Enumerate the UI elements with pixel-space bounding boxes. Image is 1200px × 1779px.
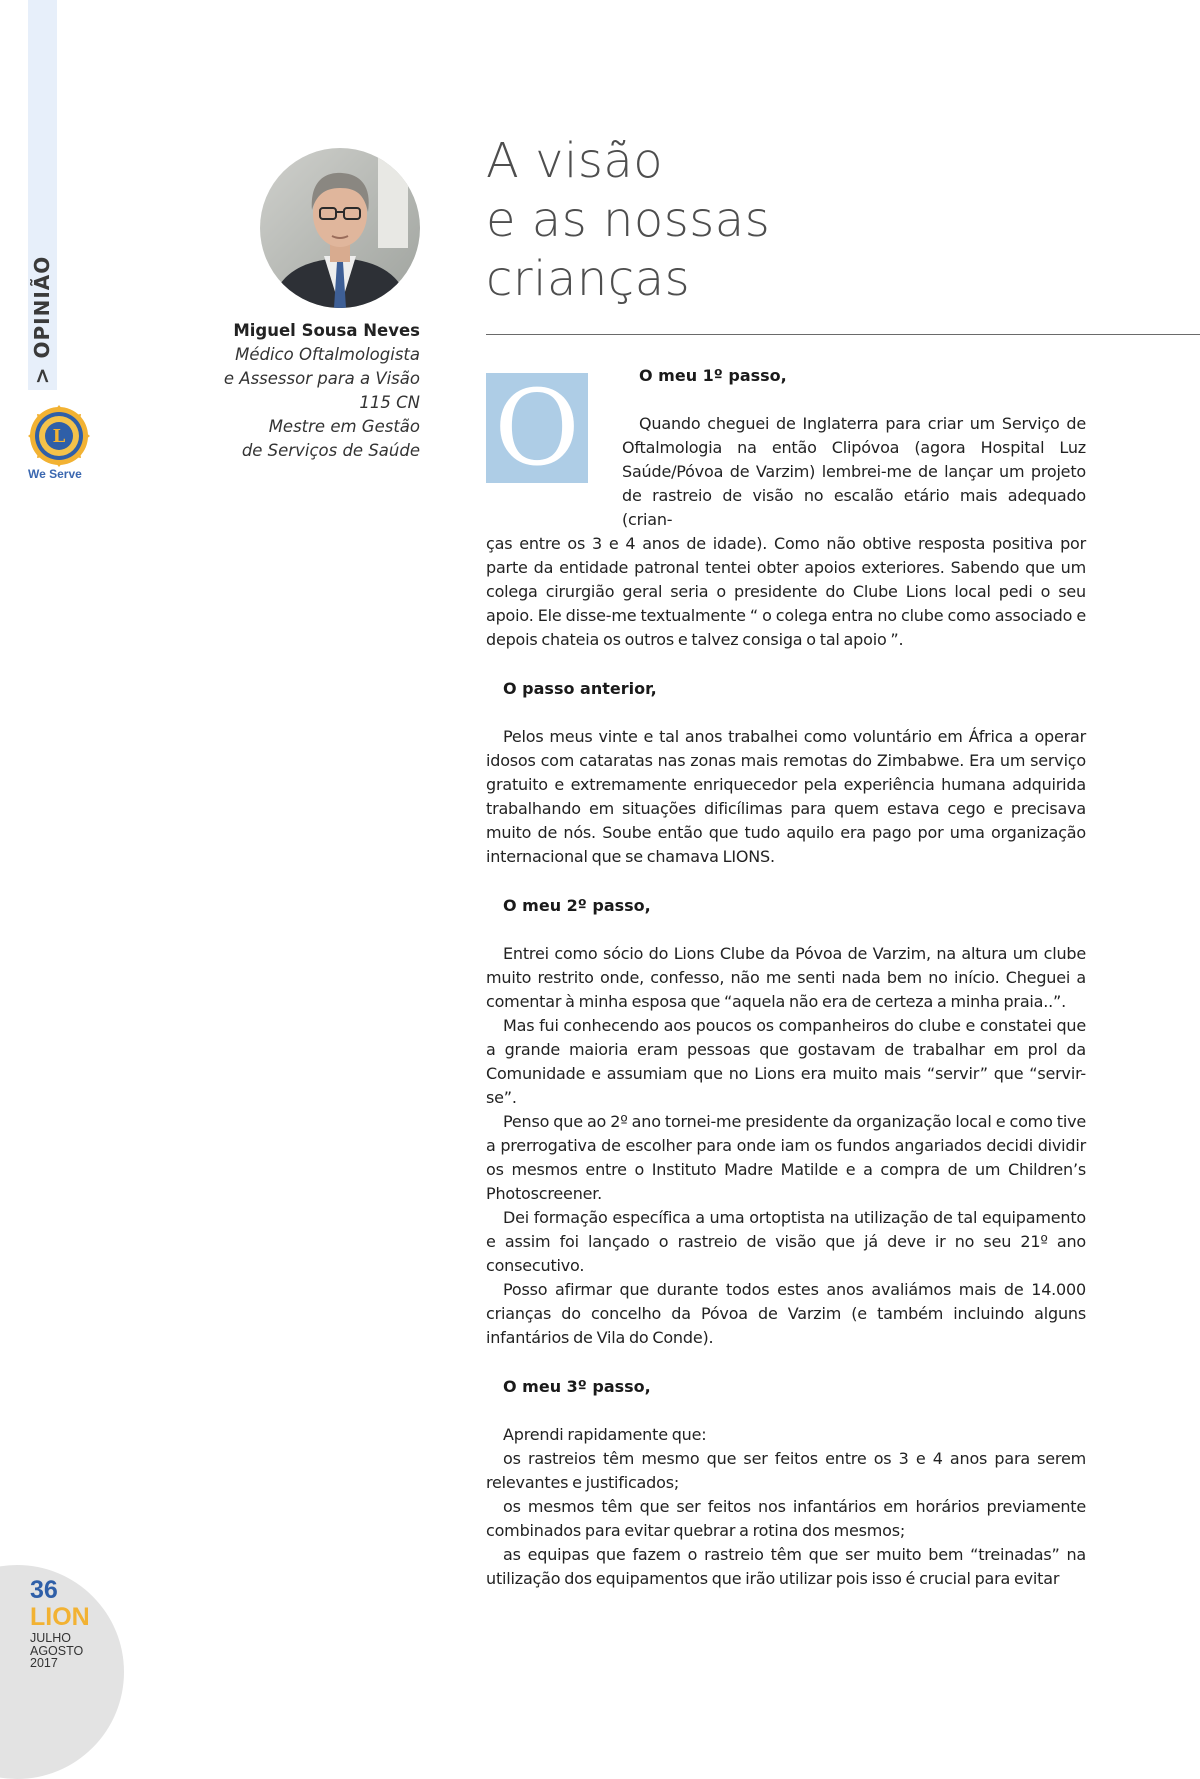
paragraph: Pelos meus vinte e tal anos trabalhei como voluntário em África a operar idosos com cataratas nas zonas mais remotas do Zimbabwe. Era um serviço gratuito e extremamente enriquecedor pela experiência humana adquirida trabalhando em situações dificílimas para quem estava cego e precisava muito de nós. Soube então que tudo aquilo era pago por uma organização internacional que se chamava LIONS.: [486, 727, 1086, 866]
paragraph: as equipas que fazem o rastreio têm que ser muito bem “treinadas” na utilização dos equipamentos que irão utilizar pois isso é crucial para evitar: [486, 1545, 1086, 1588]
author-info: [190, 319, 420, 463]
title-line: crianças: [486, 251, 691, 307]
lions-logo: [26, 405, 92, 481]
paragraph: Quando cheguei de Inglaterra para criar um Serviço de Oftalmologia na então Clipóvoa (agora Hospital Luz Saúde/Póvoa de Varzim) lembrei-me de lançar um projeto de rastreio de visão no escalão etário mais adequado (crian-: [622, 414, 1086, 529]
lions-logo-letter: L: [52, 426, 66, 447]
article-title: [486, 132, 770, 309]
paragraph: Mas fui conhecendo aos poucos os companheiros do clube e constatei que a grande maioria eram pessoas que gostavam de trabalhar em prol da Comunidade e assumiam que no Lions era muito mais “servir” que “servir-se”.: [486, 1016, 1086, 1107]
paragraph: os mesmos têm que ser feitos nos infantários em horários previamente combinados para evitar quebrar a rotina dos mesmos;: [486, 1497, 1086, 1540]
magazine-name: LION: [30, 1603, 90, 1631]
paragraph: Entrei como sócio do Lions Clube da Póvoa de Varzim, na altura um clube muito restrito onde, confesso, não me senti nada bem no início. Cheguei a comentar à minha esposa que “aquela não era de certeza a minha praia..”.: [486, 944, 1086, 1011]
title-line: A visão: [486, 133, 664, 189]
drop-cap: O: [486, 373, 588, 483]
article-body: [486, 364, 1086, 1591]
author-role-line: e Assessor para a Visão: [223, 369, 420, 388]
author-role-line: 115 CN: [359, 393, 420, 412]
issue-month: JULHO AGOSTO: [30, 1631, 84, 1658]
section-heading: O meu 3º passo,: [503, 1377, 651, 1396]
section-tag: [28, 255, 57, 385]
author-photo: [260, 148, 420, 308]
author-name: Miguel Sousa Neves: [233, 321, 420, 340]
author-role-line: de Serviços de Saúde: [241, 441, 420, 460]
paragraph: Aprendi rapidamente que:: [503, 1425, 707, 1444]
paragraph: os rastreios têm mesmo que ser feitos entre os 3 e 4 anos para serem relevantes e justificados;: [486, 1449, 1086, 1492]
title-divider: [486, 334, 1200, 335]
section-heading: O meu 1º passo,: [639, 366, 787, 385]
lions-emblem-icon: [28, 405, 90, 467]
section-heading: O meu 2º passo,: [503, 896, 651, 915]
author-role-line: Médico Oftalmologista: [235, 345, 420, 364]
section-tag-label: > OPINIÃO: [30, 255, 55, 385]
folio: [30, 1578, 90, 1670]
issue-year: 2017: [30, 1656, 58, 1670]
paragraph: Dei formação específica a uma ortoptista na utilização de tal equipamento e assim foi lançado o rastreio de visão que já deve ir no seu 21º ano consecutivo.: [486, 1208, 1086, 1275]
page-number: 36: [30, 1576, 58, 1604]
paragraph: ças entre os 3 e 4 anos de idade). Como não obtive resposta positiva por parte da entidade patronal tentei obter apoios exteriores. Sabendo que um colega cirurgião geral seria o presidente do Clube Lions local pedi o seu apoio. Ele disse-me textualmente “ o colega entra no clube como associado e depois chateia os outros e talvez consiga o tal apoio ”.: [486, 534, 1086, 649]
lions-motto: We Serve: [28, 467, 82, 481]
section-heading: O passo anterior,: [503, 679, 657, 698]
paragraph: Posso afirmar que durante todos estes anos avaliámos mais de 14.000 crianças do concelho da Póvoa de Varzim (e também incluindo alguns infantários de Vila do Conde).: [486, 1280, 1086, 1347]
author-portrait: [260, 148, 420, 308]
title-line: e as nossas: [486, 192, 771, 248]
author-role-line: Mestre em Gestão: [268, 417, 420, 436]
paragraph: Penso que ao 2º ano tornei-me presidente da organização local e como tive a prerrogativa de escolher para onde iam os fundos angariados decidi dividir os mesmos entre o Instituto Madre Matilde e a compra de um Children’s Photoscreener.: [486, 1112, 1086, 1203]
